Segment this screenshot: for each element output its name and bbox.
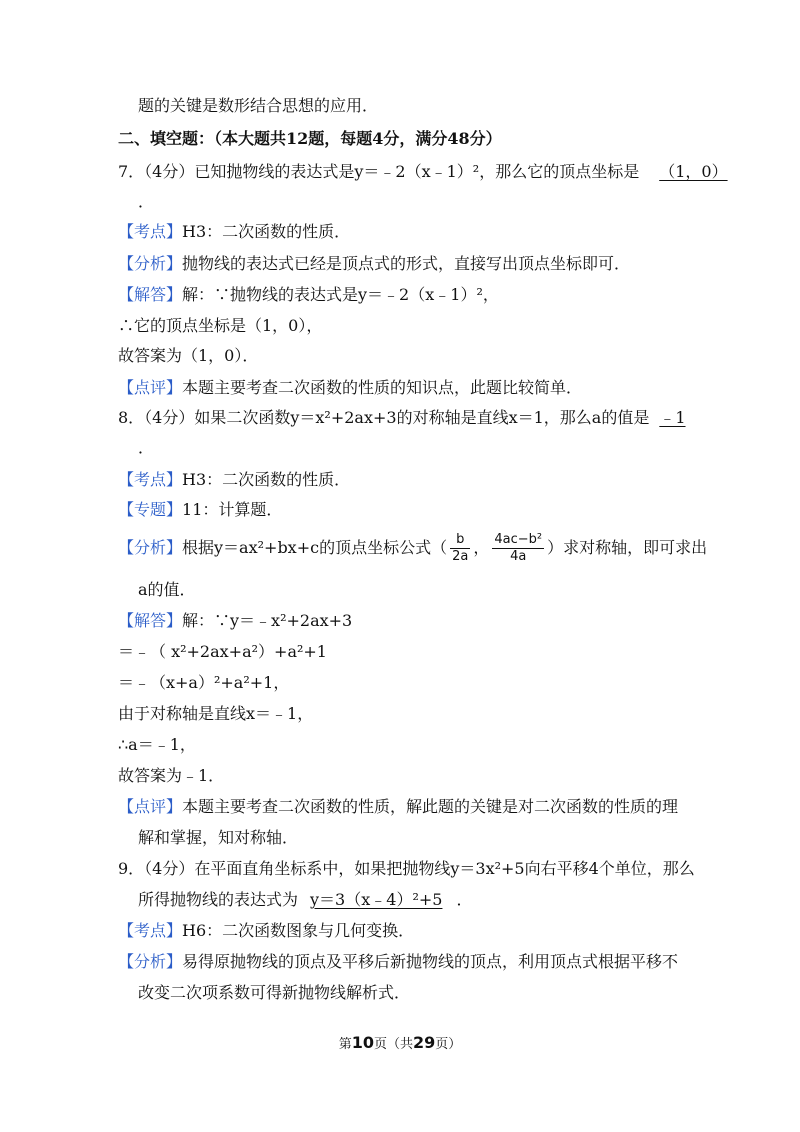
solution-step: ∴a＝﹣1， xyxy=(118,735,196,754)
answer-blank: ﹣1 xyxy=(659,408,686,427)
kaodian-text: H6：二次函数图象与几何变换． xyxy=(182,921,415,940)
jieda-line xyxy=(118,611,352,631)
kaodian-tag: 【考点】 xyxy=(118,921,183,940)
fraction-numerator: b xyxy=(450,532,470,549)
fenxi-line xyxy=(118,530,707,566)
fraction-b-over-2a xyxy=(450,532,470,565)
question-7 xyxy=(118,162,734,182)
dianping-text: 本题主要考查二次函数的性质，解此题的关键是对二次函数的性质的理 xyxy=(182,797,679,816)
page-number: 10 xyxy=(351,1033,374,1052)
dianping-line xyxy=(118,378,582,398)
answer-blank: y＝3（x﹣4）²+5 xyxy=(310,890,443,909)
dianping-line xyxy=(118,797,678,817)
comma: ， xyxy=(473,538,490,557)
fraction-denominator: 4a xyxy=(510,549,527,564)
jieda-text: 解：∵抛物线的表达式是y＝﹣2（x﹣1）²， xyxy=(182,285,499,304)
jieda-tag: 【解答】 xyxy=(118,611,183,630)
footer-text: 页） xyxy=(435,1037,462,1052)
page-footer xyxy=(0,1033,800,1052)
total-pages: 29 xyxy=(413,1033,436,1052)
dianping-text: 本题主要考查二次函数的性质的知识点，此题比较简单． xyxy=(182,378,583,397)
jieda-line xyxy=(118,285,499,305)
answer-blank: （1，0） xyxy=(659,162,728,181)
question-text: 7．（4分）已知抛物线的表达式是y＝﹣2（x﹣1）²，那么它的顶点坐标是 xyxy=(118,162,640,181)
kaodian-text: H3：二次函数的性质． xyxy=(182,222,351,241)
question-9-line2 xyxy=(138,890,472,910)
dianping-tag: 【点评】 xyxy=(118,378,183,397)
period: ． xyxy=(456,890,473,909)
fenxi-tag: 【分析】 xyxy=(118,952,183,971)
zhuanti-text: 11：计算题． xyxy=(182,500,283,519)
fraction-vertex-y xyxy=(492,532,544,565)
text-line: 题的关键是数形结合思想的应用． xyxy=(138,96,379,115)
fenxi-line xyxy=(118,254,630,274)
zhuanti-line xyxy=(118,500,282,520)
solution-step: ＝﹣（ x²+2ax+a²）+a²+1 xyxy=(118,642,327,661)
solution-step: 故答案为（1，0）． xyxy=(118,346,259,365)
question-9: 9．（4分）在平面直角坐标系中，如果把抛物线y＝3x²+5向右平移4个单位，那么 xyxy=(118,859,695,878)
fenxi-line xyxy=(118,952,678,972)
period: ． xyxy=(138,438,155,457)
text-line: a的值． xyxy=(138,580,196,599)
fraction-denominator: 2a xyxy=(452,549,469,564)
fenxi-text: 易得原抛物线的顶点及平移后新抛物线的顶点，利用顶点式根据平移不 xyxy=(182,952,679,971)
solution-step: ＝﹣（x+a）²+a²+1， xyxy=(118,673,290,692)
jieda-text: 解：∵y＝﹣x²+2ax+3 xyxy=(182,611,353,630)
text-line: 解和掌握，知对称轴． xyxy=(138,828,299,847)
text-line: 改变二次项系数可得新抛物线解析式． xyxy=(138,983,411,1002)
kaodian-line xyxy=(118,470,350,490)
fraction-numerator: 4ac−b² xyxy=(494,532,543,547)
solution-step: 故答案为﹣1． xyxy=(118,766,225,785)
question-8 xyxy=(118,408,691,428)
question-text: 8．（4分）如果二次函数y＝x²+2ax+3的对称轴是直线x＝1，那么a的值是 xyxy=(118,408,650,427)
fenxi-tag: 【分析】 xyxy=(118,254,183,273)
dianping-tag: 【点评】 xyxy=(118,797,183,816)
kaodian-text: H3：二次函数的性质． xyxy=(182,470,351,489)
solution-step: 由于对称轴是直线x＝﹣1， xyxy=(118,704,314,723)
fenxi-tag: 【分析】 xyxy=(118,538,183,557)
kaodian-tag: 【考点】 xyxy=(118,222,183,241)
fenxi-text: 根据y＝ax²+bx+c的顶点坐标公式（ xyxy=(182,538,448,557)
kaodian-tag: 【考点】 xyxy=(118,470,183,489)
zhuanti-tag: 【专题】 xyxy=(118,500,183,519)
footer-text: 页（共 xyxy=(373,1037,413,1052)
jieda-tag: 【解答】 xyxy=(118,285,183,304)
period: ． xyxy=(138,192,155,211)
footer-text: 第 xyxy=(338,1037,352,1052)
kaodian-line xyxy=(118,921,414,941)
fenxi-text: 抛物线的表达式已经是顶点式的形式，直接写出顶点坐标即可． xyxy=(182,254,631,273)
section-title: 二、填空题：（本大题共12题，每题4分，满分48分） xyxy=(118,129,502,148)
solution-step: ∴它的顶点坐标是（1，0）， xyxy=(118,316,323,335)
question-text: 所得抛物线的表达式为 xyxy=(138,890,299,909)
fenxi-text-cont: ）求对称轴，即可求出 xyxy=(547,538,708,557)
kaodian-line xyxy=(118,222,350,242)
